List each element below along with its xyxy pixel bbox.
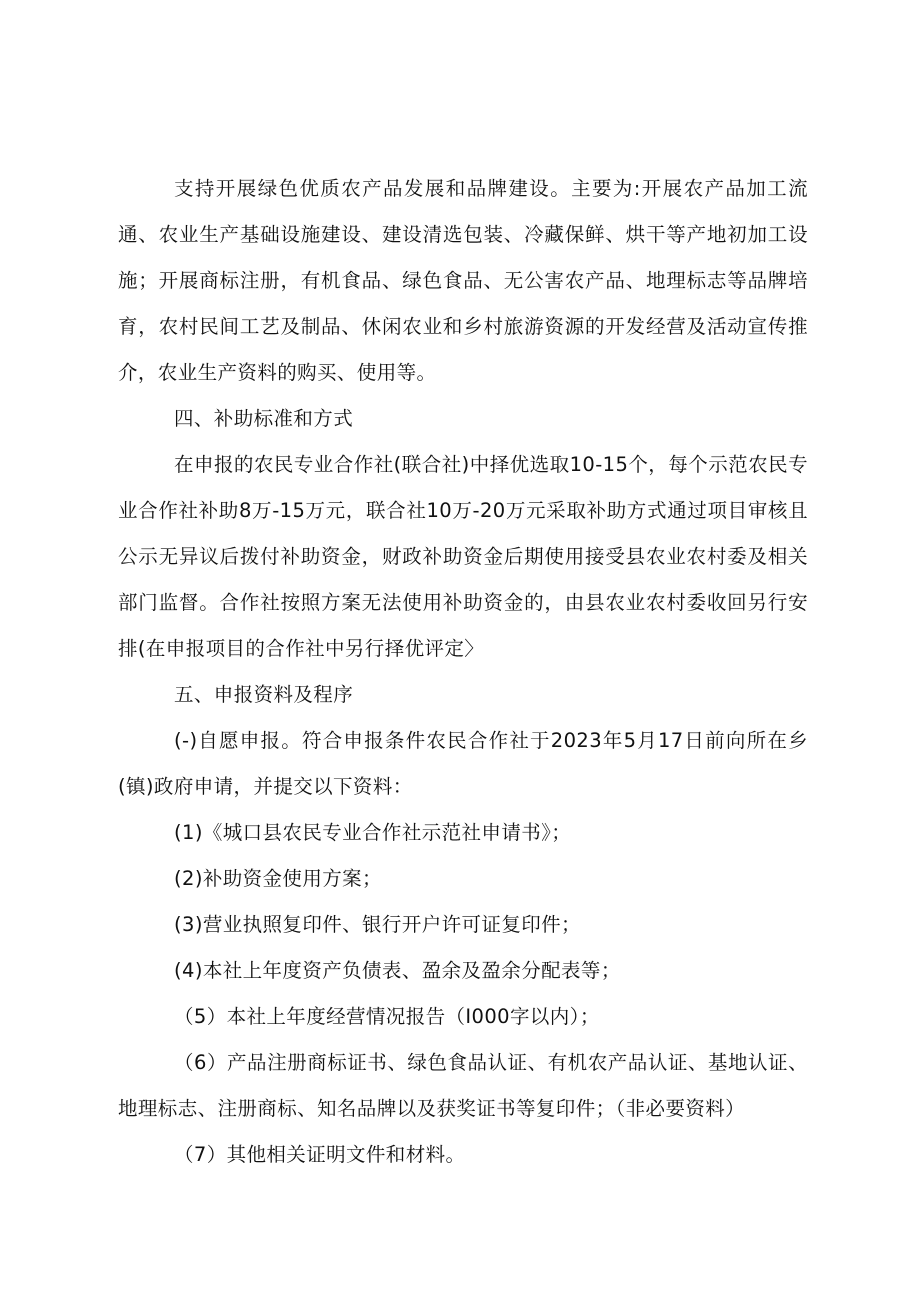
paragraph-brand-building: 支持开展绿色优质农产品发展和品牌建设。主要为:开展农产品加工流通、农业生产基础设施建设、建设清选包装、冷藏保鲜、烘干等产地初加工设施；开展商标注册，有机食品、绿色食品、无公害农产品、地理标志等品牌培育，农村民间工艺及制品、休闲农业和乡村旅游资源的开发经营及活动宣传推介，农业生产资料的购买、使用等。 — [118, 177, 808, 384]
section-heading-application-materials: 五、申报资料及程序 — [174, 683, 354, 706]
list-item-4: (4)本社上年度资产负债表、盈余及盈余分配表等； — [174, 959, 621, 982]
list-item-7: （7）其他相关证明文件和材料。 — [174, 1143, 466, 1166]
list-item-5: （5）本社上年度经营情况报告（I000字以内）； — [174, 1005, 600, 1028]
section-heading-subsidy-standard: 四、补助标准和方式 — [174, 407, 354, 430]
list-item-2: (2)补助资金使用方案； — [174, 867, 382, 890]
document-body — [118, 166, 808, 1178]
paragraph-voluntary-application: (-)自愿申报。符合申报条件农民合作社于2023年5月17日前向所在乡(镇)政府申请，并提交以下资料： — [118, 729, 808, 798]
list-item-6: （6）产品注册商标证书、绿色食品认证、有机农产品认证、基地认证、地理标志、注册商标、知名品牌以及获奖证书等复印件；（非必要资料） — [118, 1051, 808, 1120]
paragraph-subsidy-standard: 在申报的农民专业合作社(联合社)中择优选取10-15个，每个示范农民专业合作社补助8万-15万元，联合社10万-20万元采取补助方式通过项目审核且公示无异议后拨付补助资金，财政补助资金后期使用接受县农业农村委及相关部门监督。合作社按照方案无法使用补助资金的，由县农业农村委收回另行安排(在申报项目的合作社中另行择优评定〉 — [118, 453, 808, 660]
list-item-3: (3)营业执照复印件、银行开户许可证复印件； — [174, 913, 581, 936]
list-item-1: (1)《城口县农民专业合作社示范社申请书》； — [174, 821, 572, 844]
